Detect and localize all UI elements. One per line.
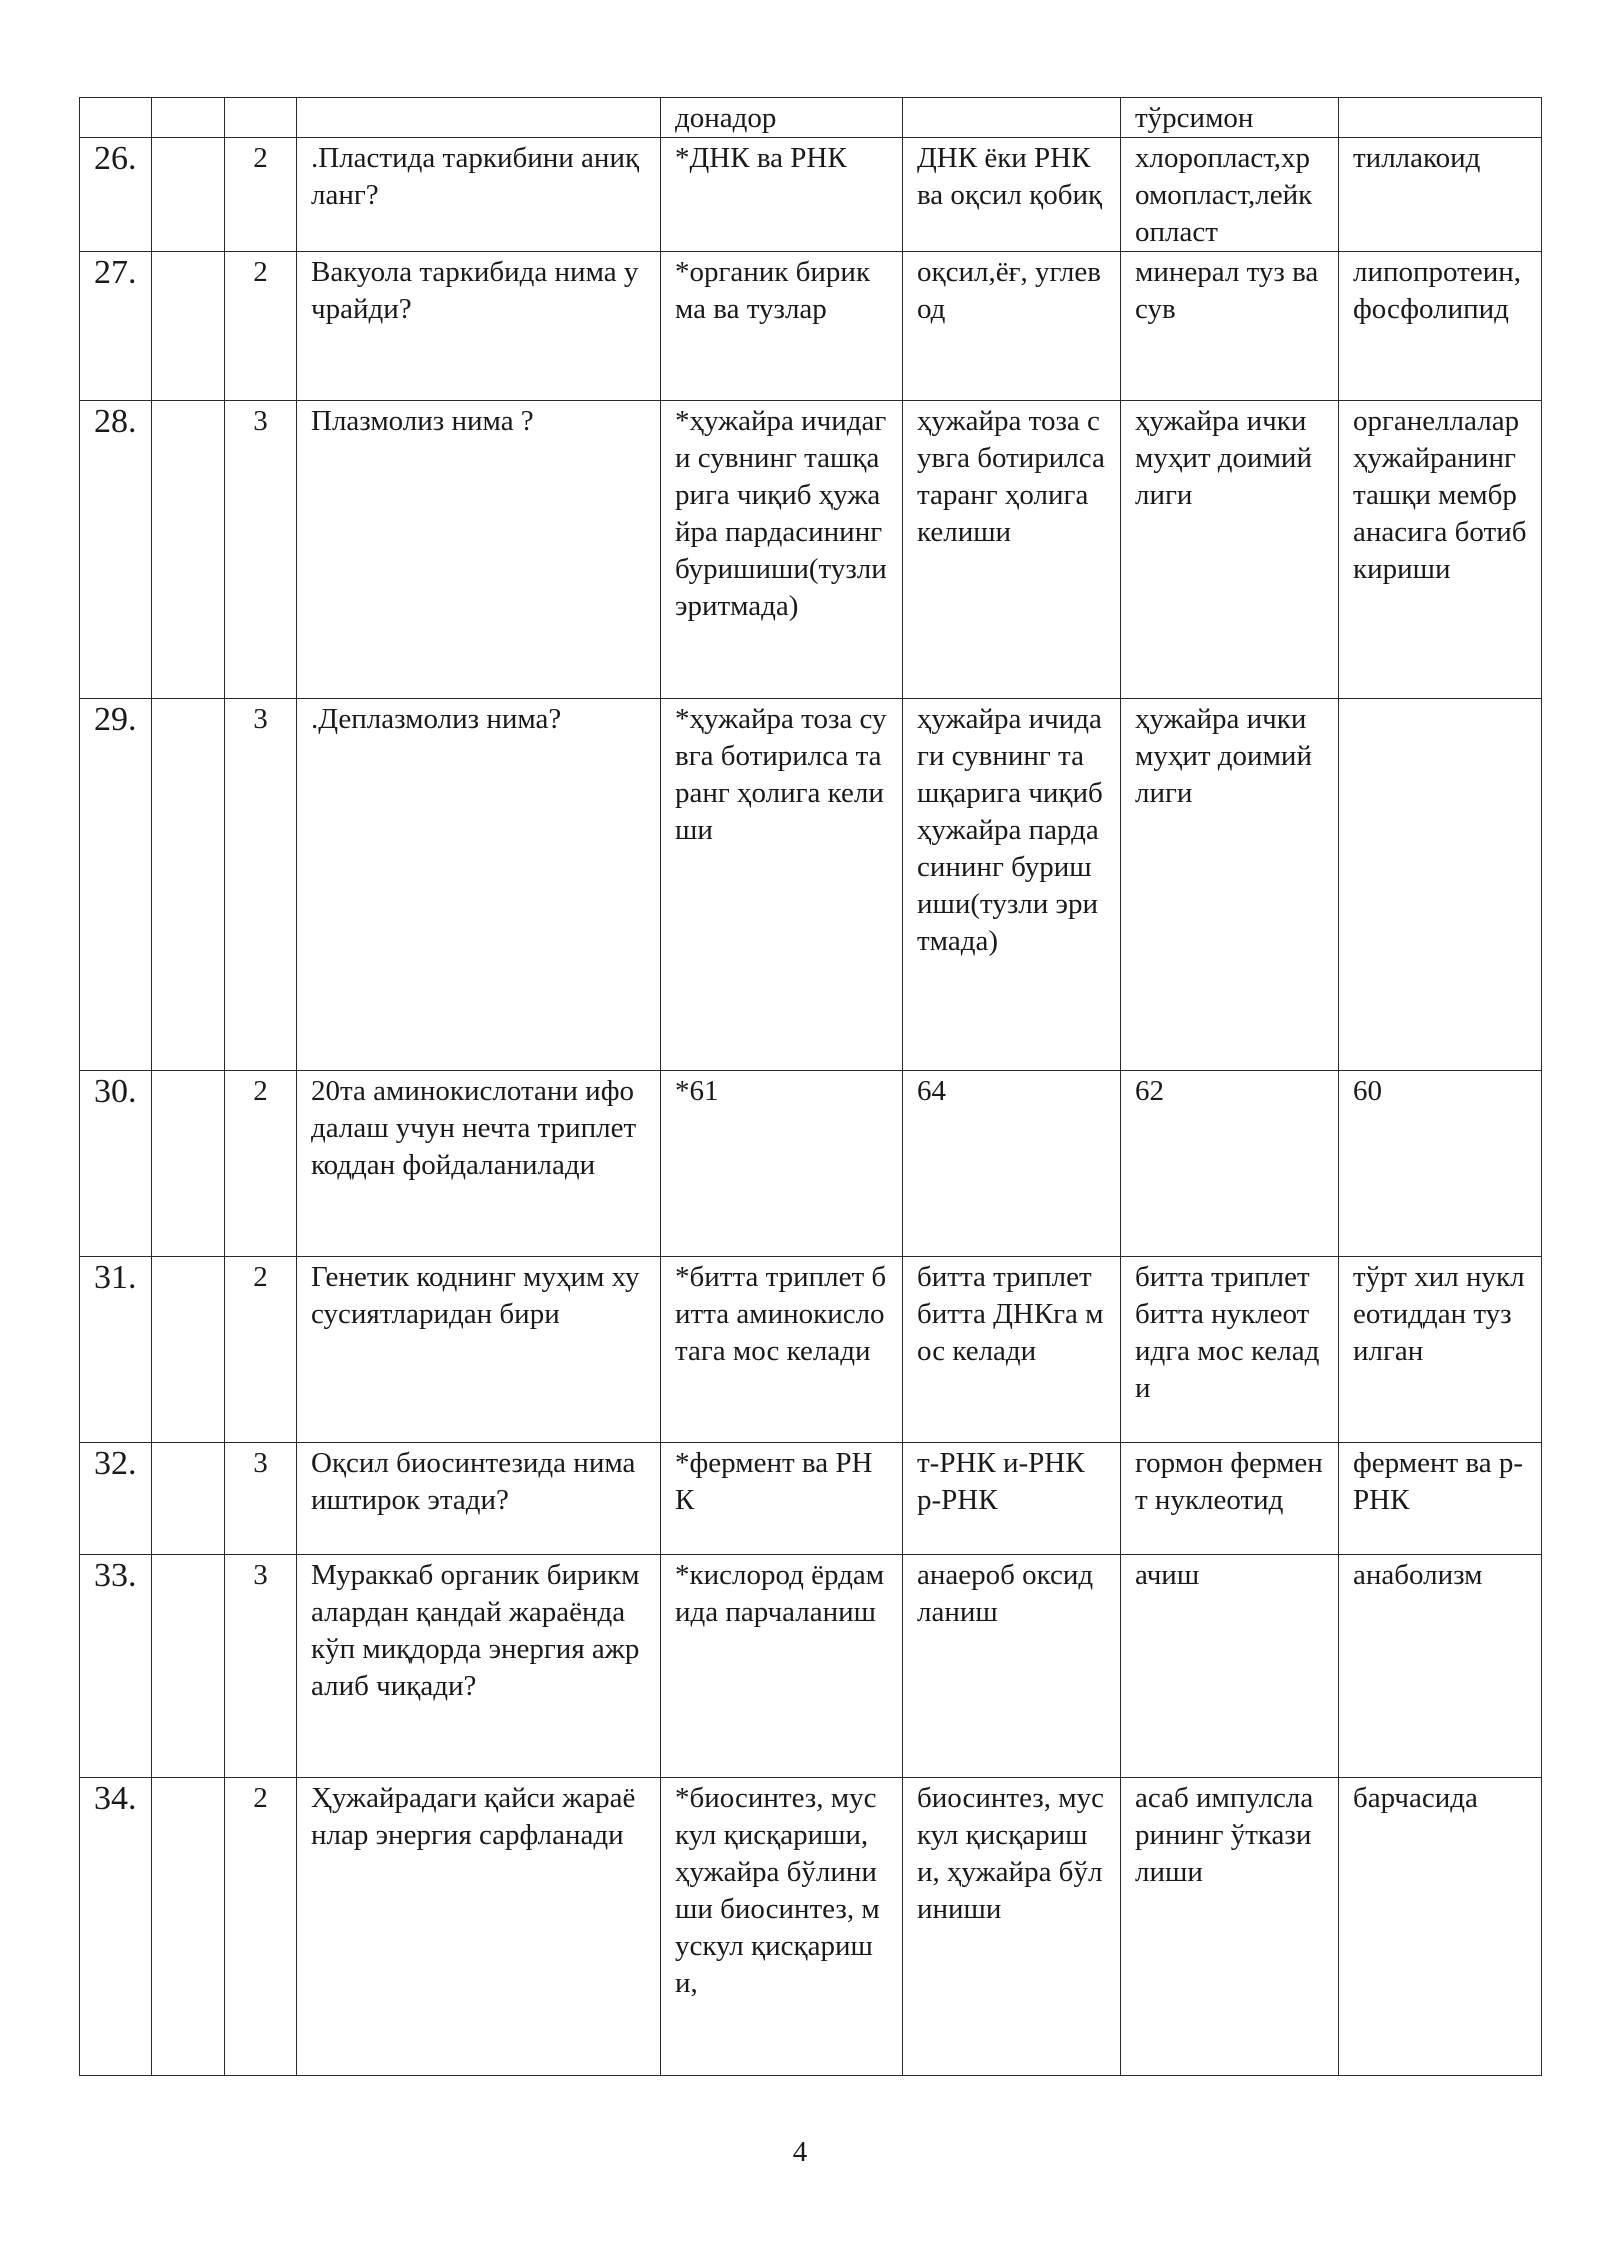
table-row <box>80 252 1542 401</box>
correct-answer: *фермент ва РНК <box>661 1443 903 1555</box>
question-number: 26. <box>80 138 152 252</box>
question-text: Вакуола таркибида нима учрайди? <box>297 252 661 401</box>
question-text: .Деплазмолиз нима? <box>297 699 661 1071</box>
difficulty-level: 2 <box>225 138 297 252</box>
answer-option-4: анаболизм <box>1339 1555 1542 1778</box>
answer-option-3: 62 <box>1121 1071 1339 1257</box>
blank-cell <box>152 1555 225 1778</box>
question-text <box>297 98 661 138</box>
blank-cell <box>152 1257 225 1443</box>
question-number: 29. <box>80 699 152 1071</box>
answer-option-4: тиллакоид <box>1339 138 1542 252</box>
table-row <box>80 401 1542 699</box>
table-row <box>80 1555 1542 1778</box>
question-number: 30. <box>80 1071 152 1257</box>
blank-cell <box>152 98 225 138</box>
blank-cell <box>152 699 225 1071</box>
answer-option-2: ҳужайра ичидаги сувнинг ташқарига чиқиб ҳужайра пардасининг буришиши(тузли эритмада) <box>903 699 1121 1071</box>
blank-cell <box>152 1778 225 2076</box>
answer-option-4: органеллалар ҳужайранинг ташқи мембранасига ботиб кириши <box>1339 401 1542 699</box>
difficulty-level: 2 <box>225 252 297 401</box>
answer-option-3: минерал туз ва сув <box>1121 252 1339 401</box>
difficulty-level: 2 <box>225 1257 297 1443</box>
answer-option-3: асаб импулсларининг ўтказилиши <box>1121 1778 1339 2076</box>
question-number: 28. <box>80 401 152 699</box>
answer-option-4 <box>1339 98 1542 138</box>
answer-option-3: тўрсимон <box>1121 98 1339 138</box>
answer-option-4: липопротеин,фосфолипид <box>1339 252 1542 401</box>
answer-option-2: ДНК ёки РНК ва оқсил қобиқ <box>903 138 1121 252</box>
blank-cell <box>152 1443 225 1555</box>
question-text: Мураккаб органик бирикмалардан қандай жараёнда кўп миқдорда энергия ажралиб чиқади? <box>297 1555 661 1778</box>
table-body <box>80 98 1542 2076</box>
question-text: Ҳужайрадаги қайси жараёнлар энергия сарфланади <box>297 1778 661 2076</box>
answer-option-2 <box>903 98 1121 138</box>
answer-option-3: хлоропласт,хромопласт,лейкопласт <box>1121 138 1339 252</box>
difficulty-level: 3 <box>225 699 297 1071</box>
answer-option-4: тўрт хил нуклеотиддан тузилган <box>1339 1257 1542 1443</box>
table-row <box>80 1071 1542 1257</box>
correct-answer: *биосинтез, мускул қисқариши, ҳужайра бўлиниши биосинтез, мускул қисқариши, <box>661 1778 903 2076</box>
correct-answer: донадор <box>661 98 903 138</box>
question-text: .Пластида таркибини аниқланг? <box>297 138 661 252</box>
question-text: Оқсил биосинтезида нима иштирок этади? <box>297 1443 661 1555</box>
blank-cell <box>152 1071 225 1257</box>
quiz-table <box>79 97 1542 2076</box>
difficulty-level: 3 <box>225 401 297 699</box>
table-row <box>80 1778 1542 2076</box>
question-number <box>80 98 152 138</box>
answer-option-2: анаероб оксидланиш <box>903 1555 1121 1778</box>
answer-option-2: биосинтез, мускул қисқариши, ҳужайра бўлиниши <box>903 1778 1121 2076</box>
answer-option-4: фермент ва р-РНК <box>1339 1443 1542 1555</box>
answer-option-3: битта триплет битта нуклеотидга мос келади <box>1121 1257 1339 1443</box>
answer-option-4: 60 <box>1339 1071 1542 1257</box>
correct-answer: *ДНК ва РНК <box>661 138 903 252</box>
correct-answer: *битта триплет битта аминокислотага мос келади <box>661 1257 903 1443</box>
question-number: 27. <box>80 252 152 401</box>
answer-option-2: ҳужайра тоза сувга ботирилса таранг ҳолига келиши <box>903 401 1121 699</box>
answer-option-3: ачиш <box>1121 1555 1339 1778</box>
correct-answer: *61 <box>661 1071 903 1257</box>
correct-answer: *ҳужайра тоза сувга ботирилса таранг ҳолига келиши <box>661 699 903 1071</box>
answer-option-4: барчасида <box>1339 1778 1542 2076</box>
correct-answer: *органик бирикма ва тузлар <box>661 252 903 401</box>
question-number: 32. <box>80 1443 152 1555</box>
difficulty-level <box>225 98 297 138</box>
question-text: Плазмолиз нима ? <box>297 401 661 699</box>
difficulty-level: 2 <box>225 1778 297 2076</box>
page-number: 4 <box>792 2136 808 2168</box>
difficulty-level: 3 <box>225 1443 297 1555</box>
question-number: 34. <box>80 1778 152 2076</box>
table-row <box>80 138 1542 252</box>
question-text: Генетик коднинг муҳим хусусиятларидан бири <box>297 1257 661 1443</box>
blank-cell <box>152 252 225 401</box>
answer-option-2: 64 <box>903 1071 1121 1257</box>
table-row <box>80 699 1542 1071</box>
question-number: 33. <box>80 1555 152 1778</box>
answer-option-3: ҳужайра ички муҳит доимийлиги <box>1121 699 1339 1071</box>
answer-option-2: т-РНК и-РНК р-РНК <box>903 1443 1121 1555</box>
table-row <box>80 98 1542 138</box>
question-text: 20та аминокислотани ифодалаш учун нечта триплет коддан фойдаланилади <box>297 1071 661 1257</box>
table-row <box>80 1257 1542 1443</box>
answer-option-3: ҳужайра ички муҳит доимийлиги <box>1121 401 1339 699</box>
answer-option-3: гормон фермент нуклеотид <box>1121 1443 1339 1555</box>
difficulty-level: 3 <box>225 1555 297 1778</box>
correct-answer: *ҳужайра ичидаги сувнинг ташқарига чиқиб ҳужайра пардасининг буришиши(тузли эритмада) <box>661 401 903 699</box>
difficulty-level: 2 <box>225 1071 297 1257</box>
answer-option-4 <box>1339 699 1542 1071</box>
blank-cell <box>152 138 225 252</box>
table-row <box>80 1443 1542 1555</box>
blank-cell <box>152 401 225 699</box>
answer-option-2: оқсил,ёғ, углевод <box>903 252 1121 401</box>
question-number: 31. <box>80 1257 152 1443</box>
correct-answer: *кислород ёрдамида парчаланиш <box>661 1555 903 1778</box>
answer-option-2: битта триплет битта ДНКга мос келади <box>903 1257 1121 1443</box>
